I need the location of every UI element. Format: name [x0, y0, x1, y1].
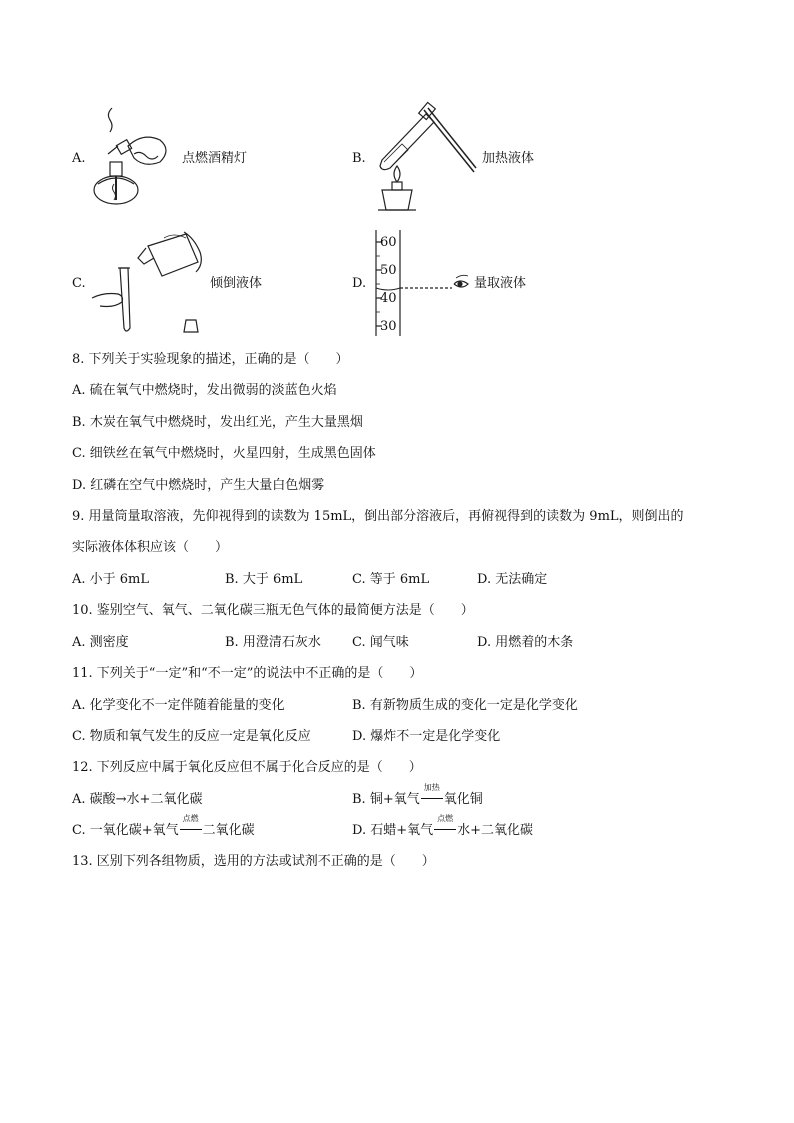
question-10-option-d: D. 用燃着的木条	[477, 635, 574, 650]
option-c-products: 二氧化碳	[202, 823, 255, 838]
reaction-condition-ignition	[180, 814, 202, 840]
reaction-condition-ignition	[434, 814, 456, 840]
figure-d-caption: 量取液体	[474, 276, 527, 291]
option-b-letter: B.	[352, 151, 366, 166]
question-9-option-b: B. 大于 6mL	[225, 572, 303, 587]
question-8-option-b: B. 木炭在氧气中燃烧时，发出红光，产生大量黑烟	[72, 415, 363, 430]
condition-bar	[434, 829, 456, 830]
question-12-stem: 12. 下列反应中属于氧化反应但不属于化合反应的是（ ）	[72, 760, 422, 775]
option-d-reactants: D. 石蜡+氧气	[352, 823, 434, 838]
option-a-letter: A.	[72, 151, 86, 166]
condition-bar	[180, 829, 202, 830]
condition-bar	[421, 798, 443, 799]
question-12-option-b	[352, 783, 483, 809]
cylinder-tick-30: 30	[380, 319, 397, 334]
question-12-option-c	[72, 814, 255, 840]
condition-label: 加热	[423, 783, 440, 792]
question-8-option-c: C. 细铁丝在氧气中燃烧时，火星四射，生成黑色固体	[72, 446, 376, 461]
figure-c-caption: 倾倒液体	[210, 276, 263, 291]
figure-a-caption: 点燃酒精灯	[182, 151, 248, 166]
option-b-products: 氧化铜	[443, 792, 483, 807]
alcohol-lamp-lighting-illustration	[88, 102, 178, 212]
question-12-option-a: A. 碳酸→水+二氧化碳	[72, 792, 203, 807]
question-11-stem: 11. 下列关于“一定”和“不一定”的说法中不正确的是（ ）	[72, 666, 423, 681]
question-9-option-d: D. 无法确定	[477, 572, 548, 587]
question-9-stem-line-1: 9. 用量筒量取溶液，先仰视得到的读数为 15mL，倒出部分溶液后，再俯视得到的读数为 9mL，则倒出的	[72, 509, 684, 524]
option-d-letter: D.	[352, 276, 367, 291]
question-9-option-c: C. 等于 6mL	[352, 572, 430, 587]
option-c-reactants: C. 一氧化碳+氧气	[72, 823, 179, 838]
question-9-stem-line-2: 实际液体体积应该（ ）	[72, 540, 229, 555]
question-11-option-c: C. 物质和氧气发生的反应一定是氧化反应	[72, 729, 311, 744]
option-d-products: 水+二氧化碳	[457, 823, 534, 838]
cylinder-tick-60: 60	[380, 235, 397, 250]
option-b-reactants: B. 铜+氧气	[352, 792, 420, 807]
question-13-stem: 13. 区别下列各组物质，选用的方法或试剂不正确的是（ ）	[72, 854, 435, 869]
option-c-letter: C.	[72, 276, 86, 291]
pouring-liquid-illustration	[88, 228, 208, 338]
question-10-stem: 10. 鉴别空气、氧气、二氧化碳三瓶无色气体的最简便方法是（ ）	[72, 603, 474, 618]
reaction-condition-heating	[421, 783, 443, 809]
test-tube-heating-illustration	[368, 98, 478, 213]
question-10-option-b: B. 用澄清石灰水	[225, 635, 321, 650]
question-11-option-b: B. 有新物质生成的变化一定是化学变化	[352, 698, 578, 713]
question-11-option-a: A. 化学变化不一定伴随着能量的变化	[72, 698, 285, 713]
question-8-option-d: D. 红磷在空气中燃烧时，产生大量白色烟雾	[72, 478, 325, 493]
cylinder-tick-40: 40	[380, 291, 397, 306]
condition-label: 点燃	[182, 814, 199, 823]
condition-label: 点燃	[437, 814, 454, 823]
question-11-option-d: D. 爆炸不一定是化学变化	[352, 729, 501, 744]
question-9-option-a: A. 小于 6mL	[72, 572, 150, 587]
question-12-option-d	[352, 814, 534, 840]
question-10-option-a: A. 测密度	[72, 635, 129, 650]
question-8-stem: 8. 下列关于实验现象的描述，正确的是（ ）	[72, 352, 349, 367]
figure-b-caption: 加热液体	[482, 151, 535, 166]
question-10-option-c: C. 闻气味	[352, 635, 409, 650]
cylinder-tick-50: 50	[380, 263, 397, 278]
question-8-option-a: A. 硫在氧气中燃烧时，发出微弱的淡蓝色火焰	[72, 383, 337, 398]
